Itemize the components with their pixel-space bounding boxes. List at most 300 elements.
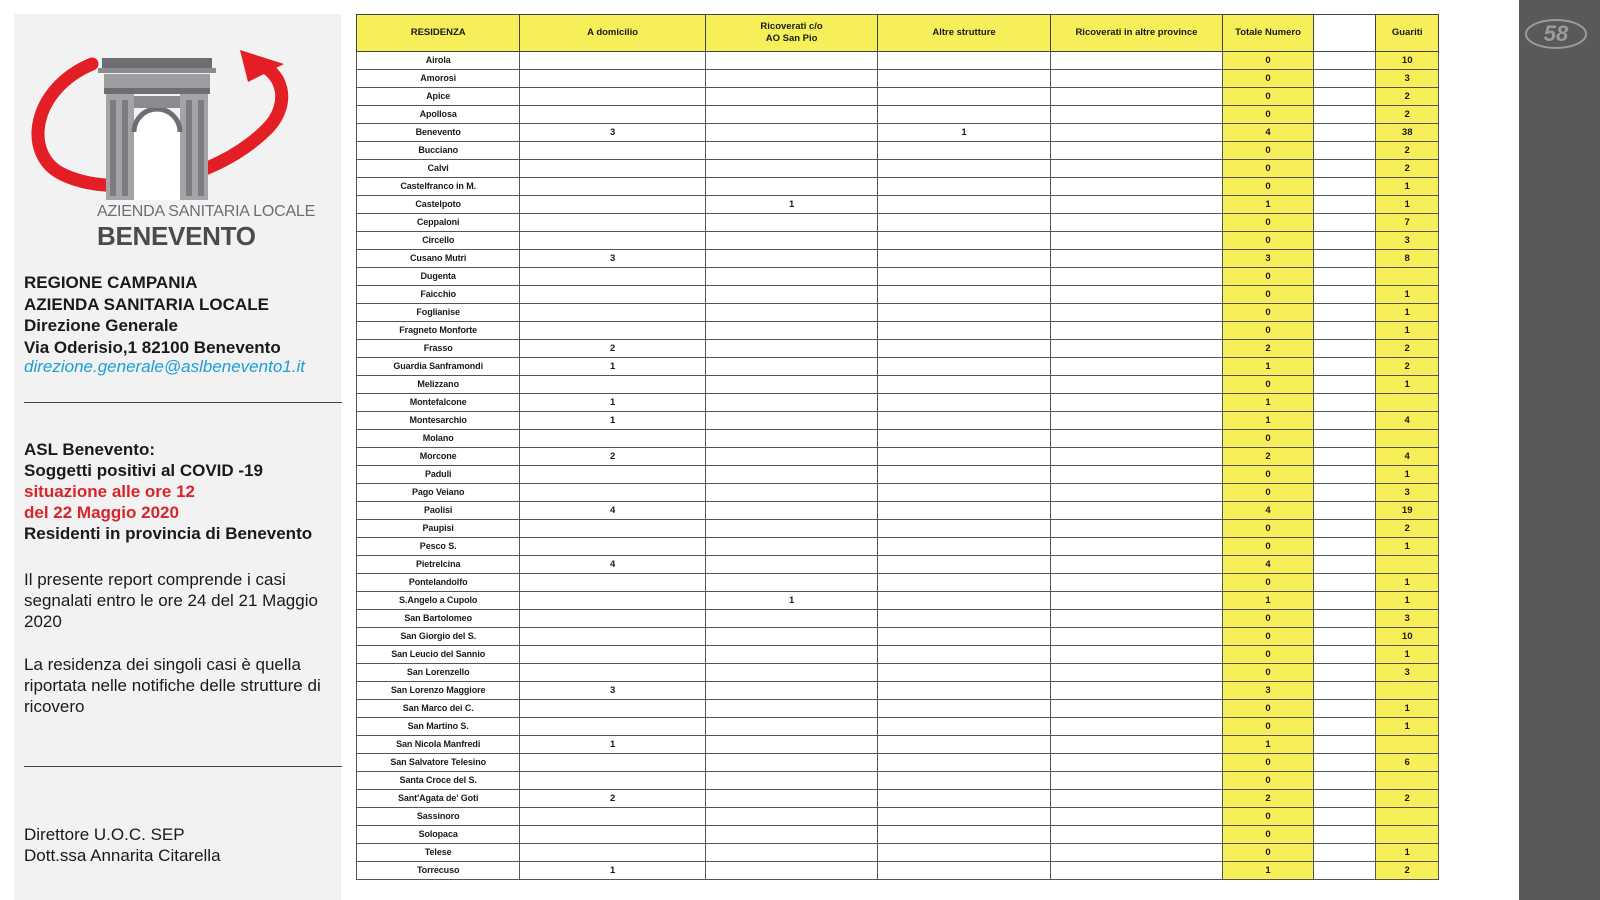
table-body [357, 52, 1439, 880]
cell-guariti [1376, 736, 1439, 754]
cell-domicilio [520, 106, 706, 124]
table-row [357, 574, 1439, 592]
cell-domicilio [520, 232, 706, 250]
column-header-altre-strutture: Altre strutture [878, 15, 1050, 52]
cell-totale: 0 [1223, 520, 1314, 538]
cell-san-pio [705, 358, 877, 376]
table-row [357, 268, 1439, 286]
table-row [357, 412, 1439, 430]
cell-san-pio [705, 520, 877, 538]
cell-san-pio [705, 394, 877, 412]
cell-altre-strutture [878, 484, 1050, 502]
cell-domicilio: 3 [520, 124, 706, 142]
cell-guariti: 3 [1376, 610, 1439, 628]
cell-blank [1313, 592, 1376, 610]
cell-domicilio [520, 178, 706, 196]
cell-san-pio [705, 88, 877, 106]
cell-altre-province [1050, 538, 1222, 556]
cell-san-pio [705, 754, 877, 772]
cell-guariti: 1 [1376, 844, 1439, 862]
cell-residenza: San Lorenzello [357, 664, 520, 682]
cell-domicilio [520, 160, 706, 178]
covid-table-container [356, 14, 1439, 900]
cell-altre-province [1050, 520, 1222, 538]
cell-domicilio: 3 [520, 682, 706, 700]
cell-altre-province [1050, 322, 1222, 340]
cell-blank [1313, 142, 1376, 160]
cell-blank [1313, 448, 1376, 466]
cell-blank [1313, 502, 1376, 520]
cell-san-pio: 1 [705, 592, 877, 610]
cell-san-pio [705, 178, 877, 196]
cell-domicilio [520, 808, 706, 826]
column-header-residenza: RESIDENZA [357, 15, 520, 52]
header-san-pio-line2: AO San Pio [765, 33, 818, 44]
cell-san-pio [705, 646, 877, 664]
cell-altre-strutture [878, 412, 1050, 430]
table-row [357, 250, 1439, 268]
cell-totale: 0 [1223, 664, 1314, 682]
channel-logo [1524, 18, 1588, 50]
cell-domicilio: 1 [520, 412, 706, 430]
column-header-totale: Totale Numero [1223, 15, 1314, 52]
cell-altre-strutture [878, 826, 1050, 844]
cell-altre-strutture [878, 286, 1050, 304]
cell-altre-province [1050, 790, 1222, 808]
table-row [357, 862, 1439, 880]
cell-domicilio: 4 [520, 556, 706, 574]
cell-domicilio: 1 [520, 862, 706, 880]
cell-guariti: 1 [1376, 304, 1439, 322]
cell-totale: 0 [1223, 574, 1314, 592]
cell-domicilio [520, 430, 706, 448]
cell-guariti: 2 [1376, 790, 1439, 808]
cell-guariti: 2 [1376, 88, 1439, 106]
cell-altre-strutture [878, 88, 1050, 106]
table-row [357, 448, 1439, 466]
cell-altre-strutture [878, 556, 1050, 574]
cell-san-pio [705, 862, 877, 880]
cell-totale: 0 [1223, 808, 1314, 826]
cell-altre-province [1050, 70, 1222, 88]
cell-altre-province [1050, 178, 1222, 196]
table-row [357, 196, 1439, 214]
cell-totale: 0 [1223, 376, 1314, 394]
cell-guariti: 1 [1376, 286, 1439, 304]
arch-swoosh-logo-icon [22, 34, 292, 209]
cell-domicilio: 4 [520, 502, 706, 520]
cell-totale: 1 [1223, 412, 1314, 430]
cell-residenza: Montefalcone [357, 394, 520, 412]
cell-san-pio [705, 808, 877, 826]
cell-guariti: 19 [1376, 502, 1439, 520]
cell-san-pio [705, 412, 877, 430]
cell-blank [1313, 610, 1376, 628]
cell-altre-province [1050, 52, 1222, 70]
cell-san-pio [705, 232, 877, 250]
cell-guariti: 2 [1376, 358, 1439, 376]
cell-san-pio [705, 664, 877, 682]
cell-totale: 1 [1223, 862, 1314, 880]
cell-altre-province [1050, 250, 1222, 268]
cell-san-pio [705, 844, 877, 862]
cell-altre-province [1050, 106, 1222, 124]
cell-totale: 0 [1223, 52, 1314, 70]
cell-blank [1313, 520, 1376, 538]
cell-blank [1313, 196, 1376, 214]
cell-domicilio [520, 286, 706, 304]
org-department: Direzione Generale [24, 316, 179, 335]
cell-san-pio [705, 700, 877, 718]
cell-guariti: 2 [1376, 862, 1439, 880]
column-header-blank [1313, 15, 1376, 52]
cell-altre-strutture [878, 340, 1050, 358]
table-row [357, 538, 1439, 556]
cell-guariti: 4 [1376, 448, 1439, 466]
cell-totale: 1 [1223, 358, 1314, 376]
report-line-subject: Soggetti positivi al COVID -19 [24, 461, 263, 480]
org-street: Via Oderisio,1 82100 Benevento [24, 337, 281, 357]
cell-blank [1313, 430, 1376, 448]
cell-san-pio [705, 538, 877, 556]
cell-altre-strutture [878, 376, 1050, 394]
cell-altre-province [1050, 556, 1222, 574]
cell-altre-province [1050, 754, 1222, 772]
table-row [357, 376, 1439, 394]
cell-totale: 0 [1223, 214, 1314, 232]
cell-altre-strutture [878, 718, 1050, 736]
cell-residenza: San Marco dei C. [357, 700, 520, 718]
cell-totale: 0 [1223, 304, 1314, 322]
cell-guariti: 1 [1376, 574, 1439, 592]
cell-blank [1313, 286, 1376, 304]
cell-altre-strutture [878, 358, 1050, 376]
cell-altre-province [1050, 412, 1222, 430]
report-note-residence: La residenza dei singoli casi è quella riportata nelle notifiche delle strutture di ricovero [24, 655, 321, 716]
cell-guariti [1376, 808, 1439, 826]
cell-residenza: Torrecuso [357, 862, 520, 880]
cell-residenza: San Nicola Manfredi [357, 736, 520, 754]
cell-san-pio [705, 826, 877, 844]
director-name: Dott.ssa Annarita Citarella [24, 846, 221, 865]
cell-totale: 0 [1223, 718, 1314, 736]
cell-altre-strutture [878, 394, 1050, 412]
cell-guariti: 10 [1376, 628, 1439, 646]
cell-san-pio [705, 376, 877, 394]
cell-residenza: Ceppaloni [357, 214, 520, 232]
cell-altre-strutture [878, 142, 1050, 160]
table-row [357, 754, 1439, 772]
cell-san-pio [705, 322, 877, 340]
cell-guariti [1376, 556, 1439, 574]
table-header-row [357, 15, 1439, 52]
cell-domicilio [520, 196, 706, 214]
cell-residenza: Paduli [357, 466, 520, 484]
table-row [357, 844, 1439, 862]
table-row [357, 484, 1439, 502]
cell-domicilio [520, 88, 706, 106]
report-title [24, 439, 312, 544]
cell-blank [1313, 844, 1376, 862]
cell-domicilio [520, 700, 706, 718]
cell-totale: 3 [1223, 682, 1314, 700]
cell-guariti [1376, 394, 1439, 412]
cell-totale: 0 [1223, 466, 1314, 484]
cell-san-pio [705, 124, 877, 142]
cell-altre-strutture [878, 610, 1050, 628]
cell-residenza: Faicchio [357, 286, 520, 304]
cell-totale: 0 [1223, 628, 1314, 646]
cell-guariti: 1 [1376, 592, 1439, 610]
cell-altre-strutture [878, 700, 1050, 718]
cell-totale: 4 [1223, 556, 1314, 574]
cell-altre-province [1050, 394, 1222, 412]
cell-domicilio [520, 772, 706, 790]
cell-domicilio: 2 [520, 340, 706, 358]
cell-residenza: San Martino S. [357, 718, 520, 736]
cell-blank [1313, 106, 1376, 124]
cell-residenza: Bucciano [357, 142, 520, 160]
cell-san-pio [705, 448, 877, 466]
cell-totale: 1 [1223, 736, 1314, 754]
cell-guariti: 1 [1376, 466, 1439, 484]
cell-guariti: 3 [1376, 70, 1439, 88]
cell-blank [1313, 394, 1376, 412]
cell-domicilio: 3 [520, 250, 706, 268]
cell-guariti: 2 [1376, 106, 1439, 124]
cell-totale: 0 [1223, 646, 1314, 664]
cell-san-pio [705, 502, 877, 520]
cell-totale: 0 [1223, 844, 1314, 862]
column-header-guariti: Guariti [1376, 15, 1439, 52]
table-row [357, 682, 1439, 700]
cell-san-pio [705, 268, 877, 286]
cell-altre-strutture [878, 70, 1050, 88]
side-strip [1519, 0, 1600, 900]
cell-domicilio: 1 [520, 736, 706, 754]
cell-altre-province [1050, 268, 1222, 286]
cell-altre-province [1050, 358, 1222, 376]
cell-domicilio [520, 664, 706, 682]
table-row [357, 790, 1439, 808]
cell-residenza: Telese [357, 844, 520, 862]
table-row [357, 520, 1439, 538]
cell-blank [1313, 556, 1376, 574]
cell-residenza: Molano [357, 430, 520, 448]
cell-blank [1313, 826, 1376, 844]
cell-residenza: Paolisi [357, 502, 520, 520]
cell-totale: 3 [1223, 250, 1314, 268]
cell-totale: 0 [1223, 178, 1314, 196]
cell-blank [1313, 538, 1376, 556]
cell-residenza: S.Angelo a Cupolo [357, 592, 520, 610]
cell-san-pio [705, 430, 877, 448]
cell-residenza: Paupisi [357, 520, 520, 538]
cell-altre-strutture [878, 520, 1050, 538]
cell-totale: 0 [1223, 826, 1314, 844]
cell-domicilio [520, 322, 706, 340]
cell-residenza: Calvi [357, 160, 520, 178]
cell-residenza: Foglianise [357, 304, 520, 322]
cell-residenza: San Bartolomeo [357, 610, 520, 628]
cell-blank [1313, 340, 1376, 358]
cell-blank [1313, 358, 1376, 376]
cell-totale: 0 [1223, 142, 1314, 160]
cell-residenza: Sassinoro [357, 808, 520, 826]
cell-blank [1313, 250, 1376, 268]
table-row [357, 52, 1439, 70]
cell-altre-province [1050, 502, 1222, 520]
cell-domicilio [520, 592, 706, 610]
table-row [357, 142, 1439, 160]
cell-guariti: 7 [1376, 214, 1439, 232]
cell-residenza: Solopaca [357, 826, 520, 844]
cell-guariti: 8 [1376, 250, 1439, 268]
cell-guariti: 10 [1376, 52, 1439, 70]
cell-domicilio [520, 142, 706, 160]
cell-altre-strutture [878, 628, 1050, 646]
cell-totale: 0 [1223, 160, 1314, 178]
cell-altre-strutture [878, 736, 1050, 754]
cell-blank [1313, 70, 1376, 88]
cell-blank [1313, 52, 1376, 70]
cell-totale: 0 [1223, 232, 1314, 250]
logo-caption: AZIENDA SANITARIA LOCALE [97, 203, 316, 220]
cell-guariti: 2 [1376, 142, 1439, 160]
cell-blank [1313, 178, 1376, 196]
cell-blank [1313, 412, 1376, 430]
cell-blank [1313, 322, 1376, 340]
cell-altre-province [1050, 484, 1222, 502]
cell-residenza: Cusano Mutri [357, 250, 520, 268]
report-line-asl: ASL Benevento: [24, 440, 155, 459]
cell-altre-province [1050, 232, 1222, 250]
cell-altre-province [1050, 592, 1222, 610]
cell-altre-strutture [878, 646, 1050, 664]
cell-altre-province [1050, 88, 1222, 106]
cell-san-pio: 1 [705, 196, 877, 214]
cell-domicilio [520, 628, 706, 646]
cell-totale: 2 [1223, 790, 1314, 808]
cell-totale: 0 [1223, 700, 1314, 718]
divider [24, 402, 342, 403]
cell-blank [1313, 628, 1376, 646]
cell-san-pio [705, 772, 877, 790]
cell-blank [1313, 214, 1376, 232]
director-signature [24, 824, 221, 866]
cell-residenza: Morcone [357, 448, 520, 466]
cell-san-pio [705, 682, 877, 700]
cell-totale: 4 [1223, 124, 1314, 142]
cell-altre-strutture [878, 268, 1050, 286]
cell-domicilio: 2 [520, 790, 706, 808]
cell-totale: 2 [1223, 340, 1314, 358]
cell-domicilio [520, 844, 706, 862]
table-row [357, 700, 1439, 718]
cell-domicilio: 1 [520, 358, 706, 376]
channel-logo-text: 58 [1543, 21, 1569, 46]
table-row [357, 88, 1439, 106]
table-row [357, 610, 1439, 628]
cell-altre-strutture [878, 592, 1050, 610]
cell-san-pio [705, 484, 877, 502]
cell-altre-province [1050, 160, 1222, 178]
cell-altre-strutture [878, 808, 1050, 826]
cell-san-pio [705, 214, 877, 232]
cell-domicilio [520, 70, 706, 88]
table-row [357, 160, 1439, 178]
cell-altre-strutture [878, 232, 1050, 250]
cell-altre-strutture [878, 862, 1050, 880]
column-header-san-pio [705, 15, 877, 52]
cell-residenza: San Giorgio del S. [357, 628, 520, 646]
cell-domicilio [520, 538, 706, 556]
cell-san-pio [705, 340, 877, 358]
cell-san-pio [705, 466, 877, 484]
cell-guariti: 38 [1376, 124, 1439, 142]
table-row [357, 304, 1439, 322]
cell-guariti [1376, 682, 1439, 700]
cell-guariti: 1 [1376, 646, 1439, 664]
cell-altre-province [1050, 682, 1222, 700]
cell-totale: 2 [1223, 448, 1314, 466]
cell-san-pio [705, 106, 877, 124]
cell-blank [1313, 160, 1376, 178]
cell-altre-province [1050, 736, 1222, 754]
report-note-cases: Il presente report comprende i casi segnalati entro le ore 24 del 21 Maggio 2020 [24, 570, 318, 631]
cell-altre-strutture [878, 304, 1050, 322]
cell-blank [1313, 304, 1376, 322]
cell-domicilio [520, 610, 706, 628]
table-row [357, 736, 1439, 754]
table-row [357, 430, 1439, 448]
email-link[interactable]: direzione.generale@aslbenevento1.it [24, 357, 305, 376]
cell-residenza: Apollosa [357, 106, 520, 124]
cell-altre-province [1050, 196, 1222, 214]
cell-residenza: Melizzano [357, 376, 520, 394]
cell-guariti: 2 [1376, 340, 1439, 358]
cell-altre-province [1050, 124, 1222, 142]
cell-domicilio [520, 484, 706, 502]
table-row [357, 718, 1439, 736]
cell-blank [1313, 484, 1376, 502]
column-header-altre-province: Ricoverati in altre province [1050, 15, 1222, 52]
cell-blank [1313, 574, 1376, 592]
divider [24, 766, 342, 767]
cell-altre-province [1050, 304, 1222, 322]
cell-residenza: Pietrelcina [357, 556, 520, 574]
cell-altre-province [1050, 466, 1222, 484]
report-line-date: del 22 Maggio 2020 [24, 503, 179, 522]
cell-blank [1313, 124, 1376, 142]
cell-residenza: Pago Veiano [357, 484, 520, 502]
cell-blank [1313, 376, 1376, 394]
table-row [357, 502, 1439, 520]
cell-san-pio [705, 142, 877, 160]
cell-altre-province [1050, 142, 1222, 160]
cell-san-pio [705, 718, 877, 736]
cell-totale: 0 [1223, 286, 1314, 304]
cell-san-pio [705, 556, 877, 574]
cell-san-pio [705, 574, 877, 592]
cell-altre-strutture [878, 250, 1050, 268]
cell-altre-strutture [878, 52, 1050, 70]
cell-residenza: Frasso [357, 340, 520, 358]
cell-altre-strutture [878, 664, 1050, 682]
cell-domicilio [520, 214, 706, 232]
director-title: Direttore U.O.C. SEP [24, 825, 185, 844]
cell-guariti: 1 [1376, 178, 1439, 196]
